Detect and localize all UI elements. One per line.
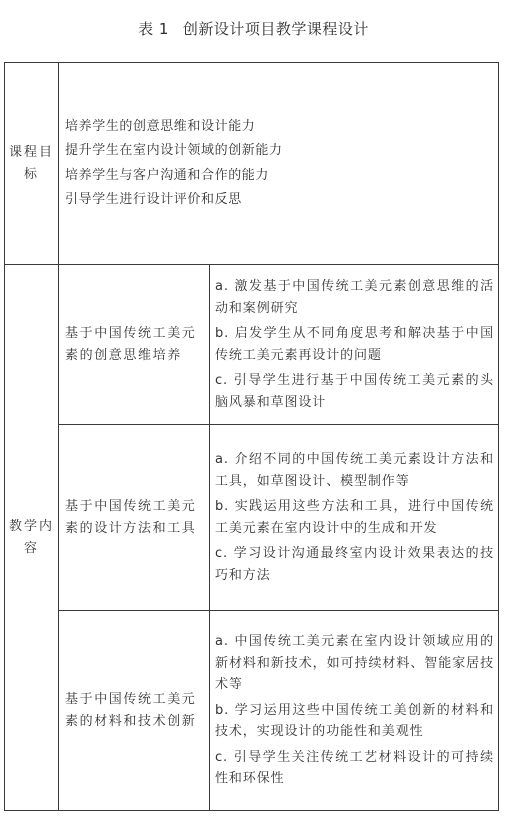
detail-item: c. 学习设计沟通最终室内设计效果表达的技巧和方法 [215, 546, 495, 583]
details-cell [210, 611, 499, 811]
detail-item: c. 引导学生进行基于中国传统工美元素的头脑风暴和草图设计 [215, 373, 495, 410]
topic-cell: 基于中国传统工美元素的材料和技术创新 [59, 611, 210, 811]
goal-item: 培养学生的创意思维和设计能力 [65, 118, 256, 134]
table-number: 表 1 [138, 20, 169, 38]
details-cell [210, 425, 499, 611]
detail-item: a. 激发基于中国传统工美元素创意思维的活动和案例研究 [215, 279, 495, 316]
goal-item: 培养学生与客户沟通和合作的能力 [65, 167, 270, 183]
goals-list [59, 63, 499, 265]
topic-cell: 基于中国传统工美元素的创意思维培养 [59, 265, 210, 425]
course-design-table [4, 62, 499, 811]
details-cell [210, 265, 499, 425]
goal-item: 提升学生在室内设计领域的创新能力 [65, 143, 283, 158]
content-row-materials [5, 611, 499, 811]
detail-item: b. 启发学生从不同角度思考和解决基于中国传统工美元素再设计的问题 [215, 326, 495, 363]
topic-cell: 基于中国传统工美元素的设计方法和工具 [59, 425, 210, 611]
content-row-methods [5, 425, 499, 611]
content-row-creative [5, 265, 499, 425]
detail-item: b. 实践运用这些方法和工具，进行中国传统工美元素在室内设计中的生成和开发 [215, 499, 495, 536]
goals-row [5, 63, 499, 265]
detail-item: b. 学习运用这些中国传统工美创新的材料和技术，实现设计的功能性和美观性 [215, 702, 495, 740]
goal-item: 引导学生进行设计评价和反思 [65, 192, 242, 207]
table-caption [0, 18, 507, 39]
goals-label: 课程目标 [5, 63, 59, 265]
detail-item: a. 中国传统工美元素在室内设计领域应用的新材料和新技术，如可持续材料、智能家居技术等 [215, 634, 495, 693]
table-title: 创新设计项目教学课程设计 [182, 20, 369, 38]
detail-item: a. 介绍不同的中国传统工美元素设计方法和工具，如草图设计、模型制作等 [215, 452, 495, 489]
content-label: 教学内容 [5, 265, 59, 811]
detail-item: c. 引导学生关注传统工艺材料设计的可持续性和环保性 [215, 749, 495, 787]
